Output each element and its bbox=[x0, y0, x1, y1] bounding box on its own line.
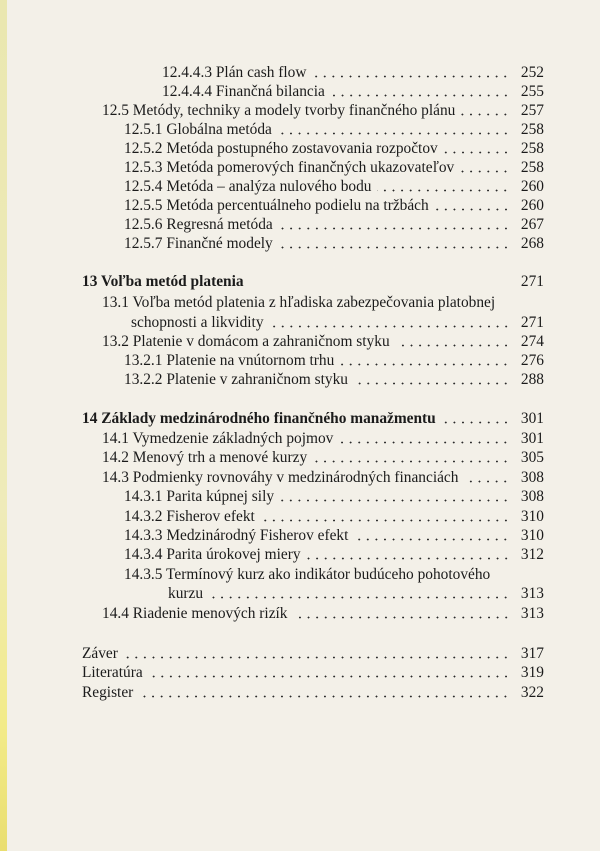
dot-leader bbox=[307, 557, 510, 560]
toc-entry-page: 260 bbox=[520, 178, 544, 195]
toc-entry-label: 14.3.3 Medzinárodný Fisherov efekt bbox=[124, 527, 349, 544]
toc-entry-12-5-5[interactable] bbox=[124, 195, 544, 215]
dot-leader bbox=[313, 460, 510, 463]
toc-entry-label: 12.5.4 Metóda – analýza nulového bodu bbox=[124, 178, 372, 195]
toc-entry-14-3-4[interactable] bbox=[124, 544, 544, 564]
toc-entry-page: 276 bbox=[520, 352, 544, 369]
chapter-page: 301 bbox=[520, 410, 544, 427]
dot-leader bbox=[377, 189, 510, 192]
toc-entry-label: 14.4 Riadenie menových rizík bbox=[102, 605, 288, 622]
dot-leader bbox=[280, 499, 510, 502]
toc-entry-label: 12.5 Metódy, techniky a modely tvorby finančného plánu bbox=[102, 102, 456, 119]
toc-entry-13-1-line2[interactable] bbox=[131, 312, 544, 332]
toc-entry-label: Register bbox=[82, 684, 134, 701]
toc-entry-page: 257 bbox=[520, 102, 544, 119]
toc-entry-page: 274 bbox=[520, 333, 544, 350]
toc-entry-label: Záver bbox=[82, 645, 118, 662]
toc-entry-zaver[interactable] bbox=[82, 643, 544, 663]
dot-leader bbox=[339, 441, 510, 444]
toc-entry-13-1-line1[interactable] bbox=[102, 292, 544, 312]
toc-entry-page: 322 bbox=[520, 684, 544, 701]
toc-entry-14-3-5-line1[interactable] bbox=[124, 564, 544, 584]
toc-entry-12-4-4-3[interactable] bbox=[162, 62, 544, 82]
chapter-title: 13 Voľba metód platenia bbox=[82, 273, 244, 290]
toc-entry-page: 288 bbox=[520, 371, 544, 388]
dot-leader bbox=[209, 596, 510, 599]
chapter-page: 271 bbox=[520, 273, 544, 290]
dot-leader bbox=[149, 675, 510, 678]
dot-leader bbox=[464, 480, 510, 483]
toc-entry-label: 14.2 Menový trh a menové kurzy bbox=[102, 449, 308, 466]
dot-leader bbox=[396, 344, 510, 347]
dot-leader bbox=[442, 421, 510, 424]
dot-leader bbox=[444, 151, 510, 154]
toc-entry-label: 14.3.5 Termínový kurz ako indikátor budúceho pohotového bbox=[124, 566, 491, 583]
dot-leader bbox=[435, 208, 510, 211]
toc-entry-label: 12.5.5 Metóda percentuálneho podielu na tržbách bbox=[124, 197, 429, 214]
toc-entry-12-5-6[interactable] bbox=[124, 214, 544, 234]
toc-entry-12-5-2[interactable] bbox=[124, 138, 544, 158]
toc-entry-page: 260 bbox=[520, 197, 544, 214]
toc-entry-page: 319 bbox=[520, 664, 544, 681]
toc-chapter-13[interactable] bbox=[82, 271, 544, 291]
toc-entry-label: 13.1 Voľba metód platenia z hľadiska zabezpečovania platobnej bbox=[102, 294, 496, 311]
dot-leader bbox=[312, 75, 510, 78]
dot-leader bbox=[139, 695, 510, 698]
toc-entry-page: 312 bbox=[520, 546, 544, 563]
toc-entry-page: 310 bbox=[520, 527, 544, 544]
toc-entry-13-2-1[interactable] bbox=[124, 350, 544, 370]
toc-entry-label: Literatúra bbox=[82, 664, 143, 681]
toc-entry-label: 12.5.3 Metóda pomerových finančných ukazovateľov bbox=[124, 159, 455, 176]
toc-entry-14-1[interactable] bbox=[102, 428, 544, 448]
toc-entry-label: 14.3.2 Fisherov efekt bbox=[124, 508, 255, 525]
dot-leader bbox=[354, 538, 510, 541]
dot-leader bbox=[279, 227, 510, 230]
toc-entry-label: 12.5.2 Metóda postupného zostavovania rozpočtov bbox=[124, 140, 438, 157]
toc-entry-12-5-4[interactable] bbox=[124, 176, 544, 196]
dot-leader bbox=[270, 325, 510, 328]
toc-entry-register[interactable] bbox=[82, 682, 544, 702]
toc-entry-page: 313 bbox=[520, 605, 544, 622]
dot-leader bbox=[461, 113, 510, 116]
dot-leader bbox=[278, 132, 510, 135]
toc-entry-page: 301 bbox=[520, 430, 544, 447]
toc-entry-label: 12.5.1 Globálna metóda bbox=[124, 121, 272, 138]
toc-entry-label: 13.2 Platenie v domácom a zahraničnom styku bbox=[102, 333, 390, 350]
toc-entry-14-3[interactable] bbox=[102, 467, 544, 487]
toc-entry-12-5-7[interactable] bbox=[124, 233, 544, 253]
toc-entry-page: 267 bbox=[520, 216, 544, 233]
dot-leader bbox=[279, 246, 510, 249]
chapter-title: 14 Základy medzinárodného finančného manažmentu bbox=[82, 410, 436, 427]
toc-entry-label: 12.4.4.4 Finančná bilancia bbox=[162, 83, 325, 100]
toc-entry-label: 14.1 Vymedzenie základných pojmov bbox=[102, 430, 334, 447]
toc-entry-14-3-1[interactable] bbox=[124, 486, 544, 506]
toc-entry-14-3-5-line2[interactable] bbox=[168, 583, 544, 603]
toc-chapter-14[interactable] bbox=[82, 408, 544, 428]
toc-entry-label: schopnosti a likvidity bbox=[131, 314, 264, 331]
toc-entry-page: 317 bbox=[520, 645, 544, 662]
toc-entry-page: 252 bbox=[520, 64, 544, 81]
toc-entry-page: 305 bbox=[520, 449, 544, 466]
toc-entry-14-2[interactable] bbox=[102, 447, 544, 467]
toc-entry-12-4-4-4[interactable] bbox=[162, 81, 544, 101]
dot-leader bbox=[331, 94, 510, 97]
dot-leader bbox=[261, 519, 510, 522]
toc-entry-page: 258 bbox=[520, 121, 544, 138]
toc-entry-literatura[interactable] bbox=[82, 662, 544, 682]
toc-entry-page: 255 bbox=[520, 83, 544, 100]
toc-entry-13-2-2[interactable] bbox=[124, 369, 544, 389]
toc-entry-label: 12.4.4.3 Plán cash flow bbox=[162, 64, 307, 81]
toc-entry-page: 258 bbox=[520, 140, 544, 157]
toc-entry-page: 268 bbox=[520, 235, 544, 252]
toc-entry-label: 13.2.1 Platenie na vnútornom trhu bbox=[124, 352, 335, 369]
dot-leader bbox=[294, 616, 511, 619]
toc-entry-14-4[interactable] bbox=[102, 603, 544, 623]
toc-entry-12-5-1[interactable] bbox=[124, 119, 544, 139]
toc-entry-label: 14.3.1 Parita kúpnej sily bbox=[124, 488, 275, 505]
toc-entry-label: kurzu bbox=[168, 585, 204, 602]
dot-leader bbox=[124, 656, 510, 659]
toc-entry-14-3-2[interactable] bbox=[124, 506, 544, 526]
toc-entry-page: 308 bbox=[520, 469, 544, 486]
toc-entry-label: 14.3.4 Parita úrokovej miery bbox=[124, 546, 301, 563]
dot-leader bbox=[460, 170, 510, 173]
toc-entry-page: 308 bbox=[520, 488, 544, 505]
toc-entry-12-5[interactable] bbox=[102, 100, 544, 120]
dot-leader bbox=[340, 363, 510, 366]
toc-entry-page: 310 bbox=[520, 508, 544, 525]
toc-entry-label: 12.5.6 Regresná metóda bbox=[124, 216, 273, 233]
toc-entry-13-2[interactable] bbox=[102, 331, 544, 351]
toc-entry-page: 313 bbox=[520, 585, 544, 602]
toc-entry-label: 13.2.2 Platenie v zahraničnom styku bbox=[124, 371, 348, 388]
dot-leader bbox=[354, 382, 510, 385]
toc-entry-label: 12.5.7 Finančné modely bbox=[124, 235, 273, 252]
toc-entry-14-3-3[interactable] bbox=[124, 525, 544, 545]
toc-entry-label: 14.3 Podmienky rovnováhy v medzinárodných financiách bbox=[102, 469, 459, 486]
toc-entry-page: 271 bbox=[520, 314, 544, 331]
toc-entry-12-5-3[interactable] bbox=[124, 157, 544, 177]
toc-entry-page: 258 bbox=[520, 159, 544, 176]
